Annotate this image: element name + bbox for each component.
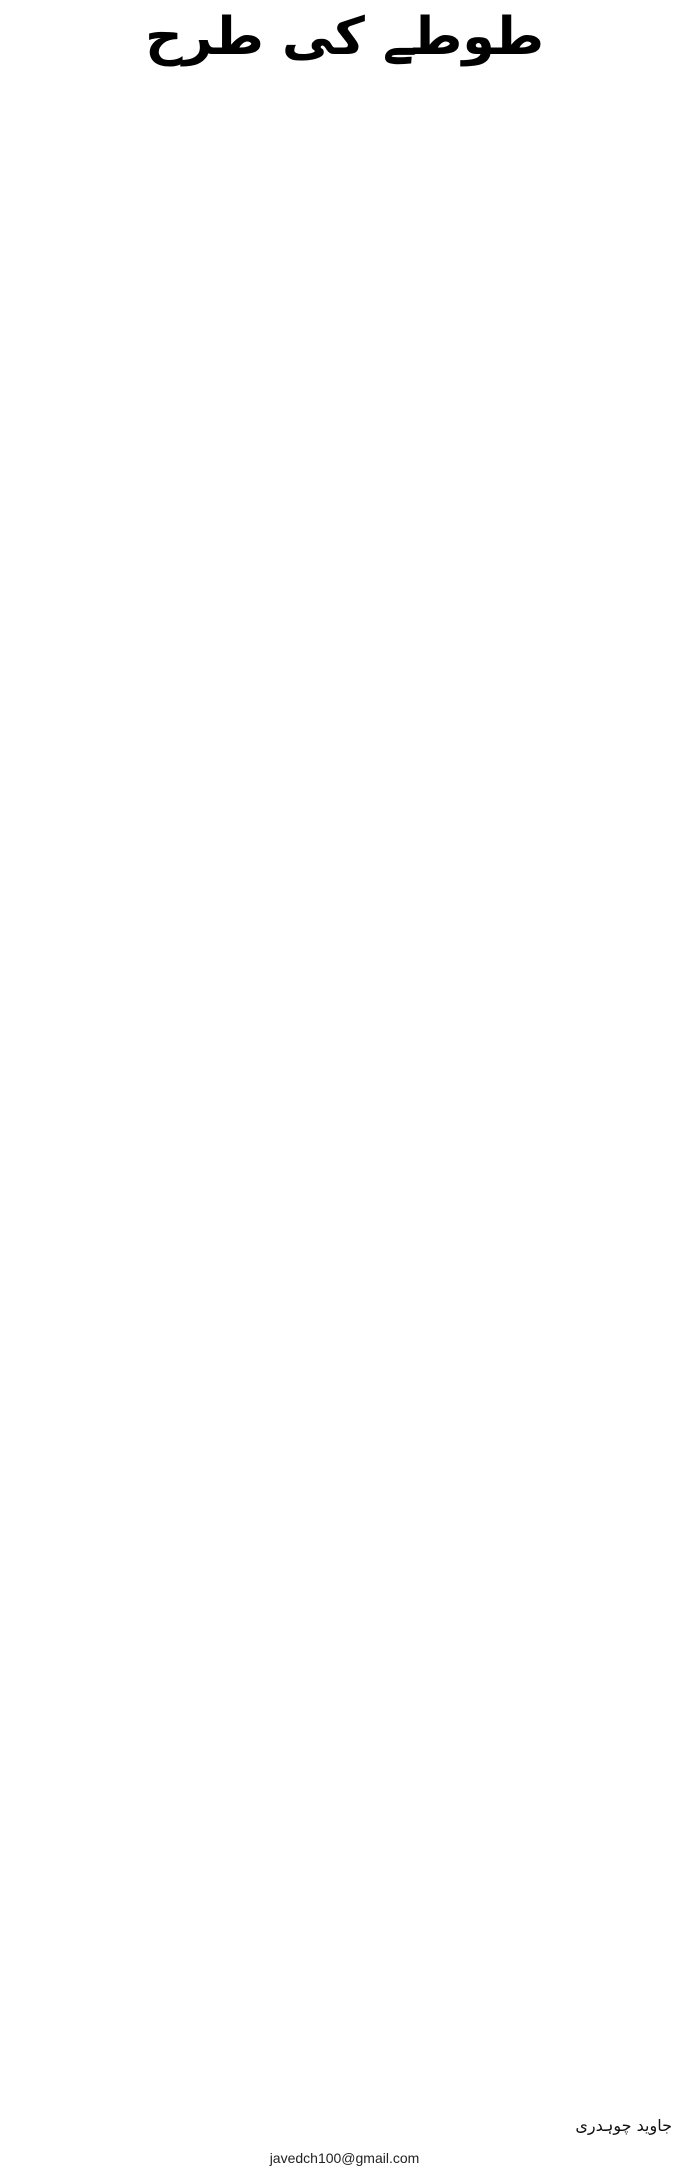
author-byline: جاوید چوہدری [575,2116,672,2135]
article-body [8,78,681,2068]
author-email: javedch100@gmail.com [269,2150,420,2166]
column-headline: طوطے کی طرح [145,7,544,67]
